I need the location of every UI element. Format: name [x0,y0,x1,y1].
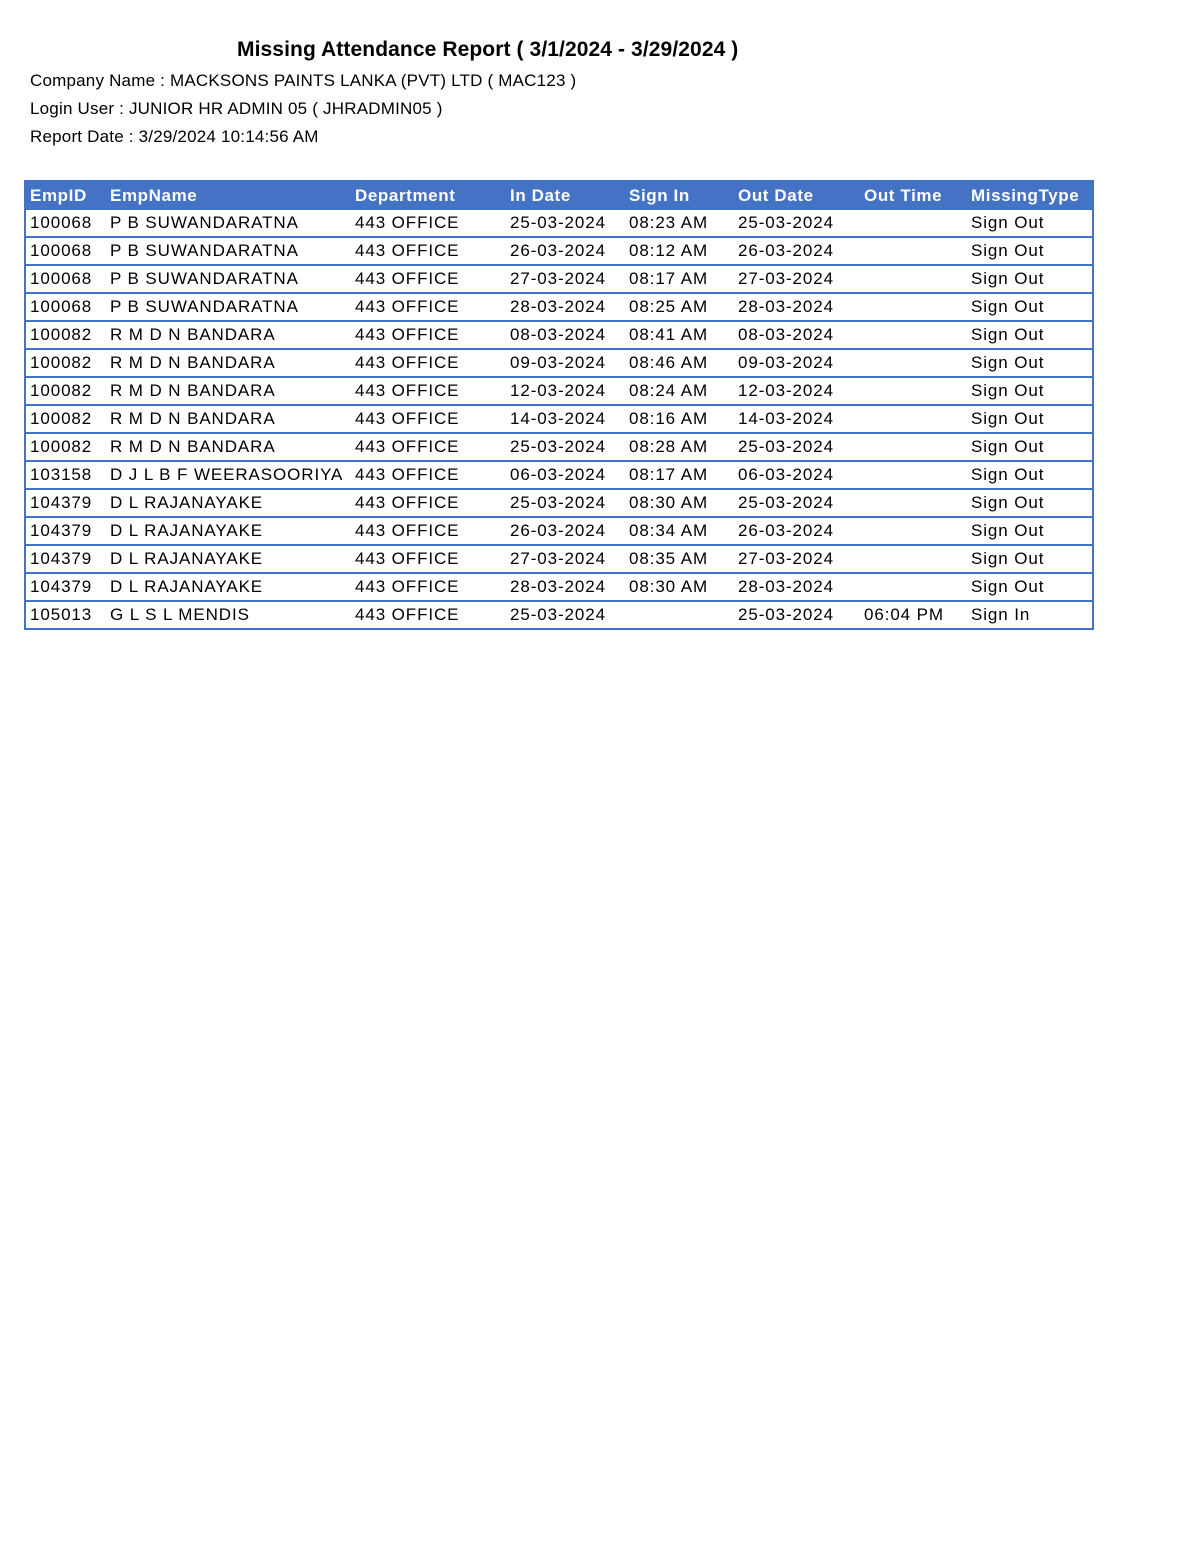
cell-missing-type: Sign Out [967,210,1092,237]
cell-sign-in: 08:28 AM [625,433,734,461]
header-missing-type: MissingType [967,182,1092,210]
header-in-date: In Date [506,182,625,210]
cell-out-time [860,321,967,349]
cell-department: 443 OFFICE [351,489,506,517]
cell-sign-in: 08:17 AM [625,265,734,293]
report-date-line: Report Date : 3/29/2024 10:14:56 AM [30,127,319,146]
cell-out-date: 12-03-2024 [734,377,860,405]
table-row [26,489,1092,517]
cell-sign-in: 08:35 AM [625,545,734,573]
table-row [26,461,1092,489]
cell-missing-type: Sign Out [967,293,1092,321]
cell-sign-in: 08:46 AM [625,349,734,377]
cell-empname: P B SUWANDARATNA [106,293,351,321]
cell-out-date: 28-03-2024 [734,573,860,601]
cell-missing-type: Sign Out [967,237,1092,265]
cell-out-time [860,573,967,601]
cell-empid: 100082 [26,433,106,461]
table-row [26,601,1092,628]
cell-in-date: 25-03-2024 [506,489,625,517]
cell-out-date: 25-03-2024 [734,433,860,461]
cell-out-date: 14-03-2024 [734,405,860,433]
cell-missing-type: Sign Out [967,265,1092,293]
cell-missing-type: Sign Out [967,545,1092,573]
table-row [26,237,1092,265]
cell-out-time [860,265,967,293]
cell-empname: R M D N BANDARA [106,433,351,461]
cell-empid: 104379 [26,489,106,517]
header-department: Department [351,182,506,210]
cell-out-date: 27-03-2024 [734,265,860,293]
cell-sign-in: 08:41 AM [625,321,734,349]
cell-empname: R M D N BANDARA [106,349,351,377]
header-out-time: Out Time [860,182,967,210]
login-user-line: Login User : JUNIOR HR ADMIN 05 ( JHRADMIN05 ) [30,99,443,118]
cell-in-date: 25-03-2024 [510,605,606,624]
cell-in-date: 06-03-2024 [506,461,625,489]
cell-in-date: 14-03-2024 [506,405,625,433]
cell-empname: P B SUWANDARATNA [106,210,351,237]
cell-missing-type: Sign Out [967,433,1092,461]
table-row [26,349,1092,377]
cell-out-time [860,489,967,517]
cell-sign-in [625,601,734,628]
cell-sign-in: 08:16 AM [625,405,734,433]
cell-sign-in: 08:34 AM [625,517,734,545]
cell-out-date: 26-03-2024 [734,237,860,265]
cell-sign-in: 08:17 AM [625,461,734,489]
header-sign-in: Sign In [625,182,734,210]
cell-department: 443 OFFICE [351,545,506,573]
cell-missing-type: Sign Out [967,377,1092,405]
cell-in-date: 28-03-2024 [506,573,625,601]
cell-empid: 100068 [26,210,106,237]
table-row [26,517,1092,545]
cell-missing-type: Sign Out [967,489,1092,517]
cell-missing-type: Sign Out [967,461,1092,489]
table-row [26,210,1092,237]
cell-in-date: 12-03-2024 [506,377,625,405]
cell-empid: 100082 [26,405,106,433]
cell-out-time: 06:04 PM [864,605,944,624]
cell-sign-in: 08:23 AM [625,210,734,237]
cell-empname: D L RAJANAYAKE [106,489,351,517]
cell-out-time [860,293,967,321]
table-row [26,433,1092,461]
cell-department: 443 OFFICE [351,405,506,433]
cell-out-time [860,461,967,489]
cell-out-date: 25-03-2024 [738,605,834,624]
cell-empid: 100068 [26,237,106,265]
cell-empname: R M D N BANDARA [106,377,351,405]
cell-sign-in: 08:25 AM [625,293,734,321]
cell-in-date: 28-03-2024 [506,293,625,321]
cell-empid: 100068 [26,293,106,321]
table-row [26,573,1092,601]
header-out-date: Out Date [734,182,860,210]
cell-out-time [860,405,967,433]
cell-in-date: 25-03-2024 [506,210,625,237]
report-title: Missing Attendance Report ( 3/1/2024 - 3/29/2024 ) [237,38,739,61]
table-row [26,293,1092,321]
cell-sign-in: 08:12 AM [625,237,734,265]
table-row [26,377,1092,405]
cell-sign-in: 08:30 AM [625,573,734,601]
header-empid: EmpID [26,182,106,210]
cell-empname: R M D N BANDARA [106,405,351,433]
cell-missing-type: Sign In [971,605,1031,624]
cell-empname: D L RAJANAYAKE [106,517,351,545]
cell-empname: D L RAJANAYAKE [106,573,351,601]
cell-department: 443 OFFICE [351,265,506,293]
cell-in-date: 27-03-2024 [506,265,625,293]
cell-out-time [860,349,967,377]
cell-empid: 105013 [30,605,93,624]
cell-empname: G L S L MENDIS [110,605,250,624]
cell-empid: 104379 [26,573,106,601]
cell-out-date: 06-03-2024 [734,461,860,489]
cell-empid: 103158 [26,461,106,489]
cell-department: 443 OFFICE [351,517,506,545]
cell-empname: R M D N BANDARA [106,321,351,349]
header-empname: EmpName [106,182,351,210]
cell-sign-in: 08:30 AM [625,489,734,517]
cell-department: 443 OFFICE [351,293,506,321]
cell-out-date: 25-03-2024 [734,210,860,237]
table-row [26,545,1092,573]
cell-out-date: 25-03-2024 [734,489,860,517]
cell-empid: 104379 [26,517,106,545]
cell-out-date: 09-03-2024 [734,349,860,377]
cell-empid: 100068 [26,265,106,293]
attendance-table-container [24,180,1094,630]
table-row [26,265,1092,293]
cell-empname: D J L B F WEERASOORIYA [106,461,351,489]
cell-in-date: 08-03-2024 [506,321,625,349]
table-row [26,321,1092,349]
cell-department: 443 OFFICE [351,461,506,489]
company-name-line: Company Name : MACKSONS PAINTS LANKA (PVT) LTD ( MAC123 ) [30,71,577,90]
cell-empid: 104379 [26,545,106,573]
cell-empname: D L RAJANAYAKE [106,545,351,573]
cell-department: 443 OFFICE [351,377,506,405]
missing-attendance-table [26,182,1092,628]
cell-missing-type: Sign Out [967,405,1092,433]
cell-in-date: 09-03-2024 [506,349,625,377]
cell-sign-in: 08:24 AM [625,377,734,405]
cell-in-date: 25-03-2024 [506,433,625,461]
cell-department: 443 OFFICE [355,605,460,624]
cell-out-date: 27-03-2024 [734,545,860,573]
cell-out-time [860,210,967,237]
cell-missing-type: Sign Out [967,573,1092,601]
cell-out-date: 28-03-2024 [734,293,860,321]
cell-out-time [860,517,967,545]
cell-empid: 100082 [26,321,106,349]
cell-out-time [860,433,967,461]
cell-empid: 100082 [26,349,106,377]
cell-out-time [860,545,967,573]
cell-out-time [860,237,967,265]
cell-empname: P B SUWANDARATNA [106,237,351,265]
cell-department: 443 OFFICE [351,573,506,601]
cell-empid: 100082 [26,377,106,405]
cell-out-time [860,377,967,405]
cell-in-date: 27-03-2024 [506,545,625,573]
cell-out-date: 26-03-2024 [734,517,860,545]
cell-department: 443 OFFICE [351,349,506,377]
cell-department: 443 OFFICE [351,210,506,237]
cell-out-date: 08-03-2024 [734,321,860,349]
cell-department: 443 OFFICE [351,433,506,461]
cell-missing-type: Sign Out [967,517,1092,545]
cell-missing-type: Sign Out [967,321,1092,349]
cell-department: 443 OFFICE [351,321,506,349]
cell-in-date: 26-03-2024 [506,517,625,545]
cell-missing-type: Sign Out [967,349,1092,377]
table-row [26,405,1092,433]
cell-department: 443 OFFICE [351,237,506,265]
table-body [26,210,1092,628]
cell-empname: P B SUWANDARATNA [106,265,351,293]
table-header-row [26,182,1092,210]
cell-in-date: 26-03-2024 [506,237,625,265]
